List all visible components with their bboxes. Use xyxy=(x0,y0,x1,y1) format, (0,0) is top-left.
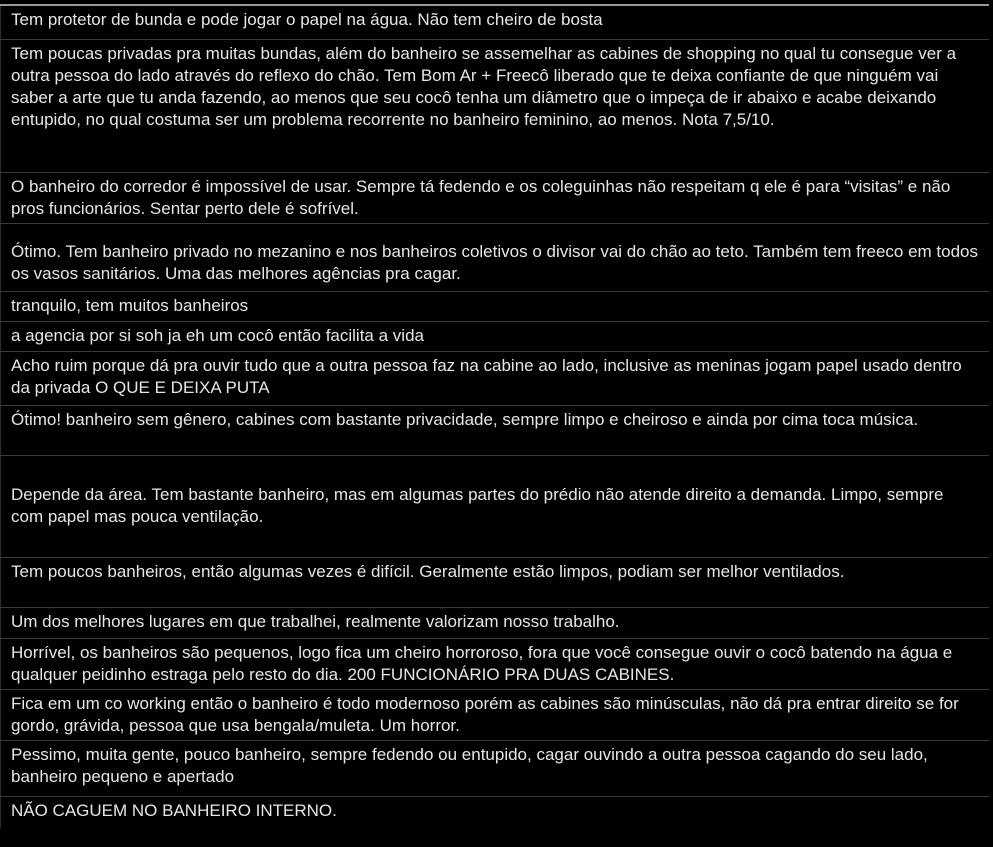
response-row: Um dos melhores lugares em que trabalhei, realmente valorizam nosso trabalho. xyxy=(0,608,989,639)
response-row: NÃO CAGUEM NO BANHEIRO INTERNO. xyxy=(0,797,989,829)
response-row: Tem poucas privadas pra muitas bundas, além do banheiro se assemelhar as cabines de shopping no qual tu consegue ver a outra pessoa do lado através do reflexo do chão. Tem Bom Ar + Freecô liberado que te deixa confiante de que ninguém vai saber a arte que tu anda fazendo, ao menos que seu cocô tenha um diâmetro que o impeça de ir abaixo e acabe deixando entupido, no qual costuma ser um problema recorrente no banheiro feminino, ao menos. Nota 7,5/10. xyxy=(0,40,989,173)
response-row: Depende da área. Tem bastante banheiro, mas em algumas partes do prédio não atende direito a demanda. Limpo, sempre com papel mas pouca ventilação. xyxy=(0,456,989,558)
response-row: Pessimo, muita gente, pouco banheiro, sempre fedendo ou entupido, cagar ouvindo a outra pessoa cagando do seu lado, banheiro pequeno e apertado xyxy=(0,741,989,797)
response-row: O banheiro do corredor é impossível de usar. Sempre tá fedendo e os coleguinhas não respeitam q ele é para “visitas” e não pros funcionários. Sentar perto dele é sofrível. xyxy=(0,173,989,224)
responses-sheet xyxy=(0,4,989,847)
response-row: Tem protetor de bunda e pode jogar o papel na água. Não tem cheiro de bosta xyxy=(0,6,989,40)
response-row: Fica em um co working então o banheiro é todo modernoso porém as cabines são minúsculas, não dá pra entrar direito se for gordo, grávida, pessoa que usa bengala/muleta. Um horror. xyxy=(0,690,989,741)
response-row: a agencia por si soh ja eh um cocô então facilita a vida xyxy=(0,322,989,352)
response-row: Ótimo! banheiro sem gênero, cabines com bastante privacidade, sempre limpo e cheiroso e ainda por cima toca música. xyxy=(0,406,989,456)
response-row: Acho ruim porque dá pra ouvir tudo que a outra pessoa faz na cabine ao lado, inclusive as meninas jogam papel usado dentro da privada O QUE E DEIXA PUTA xyxy=(0,352,989,406)
response-row: Ótimo. Tem banheiro privado no mezanino e nos banheiros coletivos o divisor vai do chão ao teto. Também tem freeco em todos os vasos sanitários. Uma das melhores agências pra cagar. xyxy=(0,224,989,292)
response-row: Horrível, os banheiros são pequenos, logo fica um cheiro horroroso, fora que você consegue ouvir o cocô batendo na água e qualquer peidinho estraga pelo resto do dia. 200 FUNCIONÁRIO PRA DUAS CABINES. xyxy=(0,639,989,690)
response-row: Tem poucos banheiros, então algumas vezes é difícil. Geralmente estão limpos, podiam ser melhor ventilados. xyxy=(0,558,989,608)
response-row: tranquilo, tem muitos banheiros xyxy=(0,292,989,322)
